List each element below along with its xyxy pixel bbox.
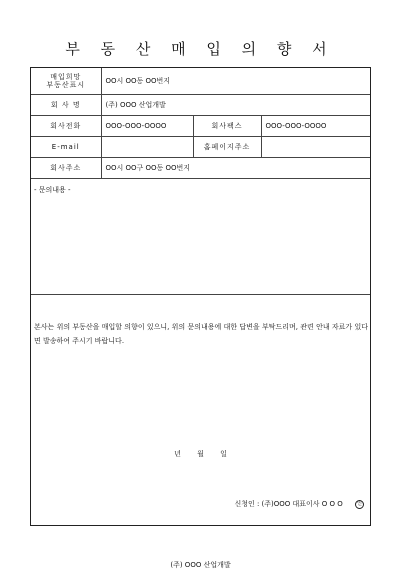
property-value[interactable]: OO시 OO동 OO번지 [101,68,370,94]
request-body-text: 본사는 위의 부동산을 매입할 의향이 있으니, 위의 문의내용에 대한 답변을 부탁드리며, 관련 안내 자료가 있다면 발송하여 주시기 바랍니다. [34,323,368,345]
homepage-label: 홈페이지주소 [193,136,261,157]
document-title: 부 동 산 매 입 의 향 서 [65,40,335,58]
homepage-value[interactable] [261,136,370,157]
purchase-intent-form [30,67,371,569]
phone-label: 회사전화 [31,115,101,136]
email-label: E-mail [31,136,101,157]
row-address [31,157,370,178]
property-label-line2: 부동산표시 [46,80,86,89]
row-company-name [31,94,370,115]
property-label [31,68,101,94]
fax-label: 회사팩스 [193,115,261,136]
footer-company: (주) OOO 산업개발 [170,561,231,569]
address-value[interactable]: OO시 OO구 OO동 OO번지 [101,157,370,178]
inquiry-label: - 문의내용 - [34,185,71,194]
row-property [31,68,370,94]
seal-icon: 인 [355,500,364,509]
date-line: 년 월 일 [174,450,227,458]
email-value[interactable] [101,136,193,157]
property-label-line1: 매입희망 [50,72,82,81]
row-email-homepage [31,136,370,157]
applicant-line [234,499,364,509]
applicant-text: 신청인 : (주)OOO 대표이사 O O O [234,500,343,508]
info-table [31,68,370,179]
row-phone-fax [31,115,370,136]
fax-value[interactable]: OOO-OOO-OOOO [261,115,370,136]
address-label: 회사주소 [31,157,101,178]
company-name-label: 회 사 명 [31,94,101,115]
inquiry-box[interactable] [31,179,370,295]
phone-value[interactable]: OOO-OOO-OOOO [101,115,193,136]
company-name-value[interactable]: (주) OOO 산업개발 [101,94,370,115]
